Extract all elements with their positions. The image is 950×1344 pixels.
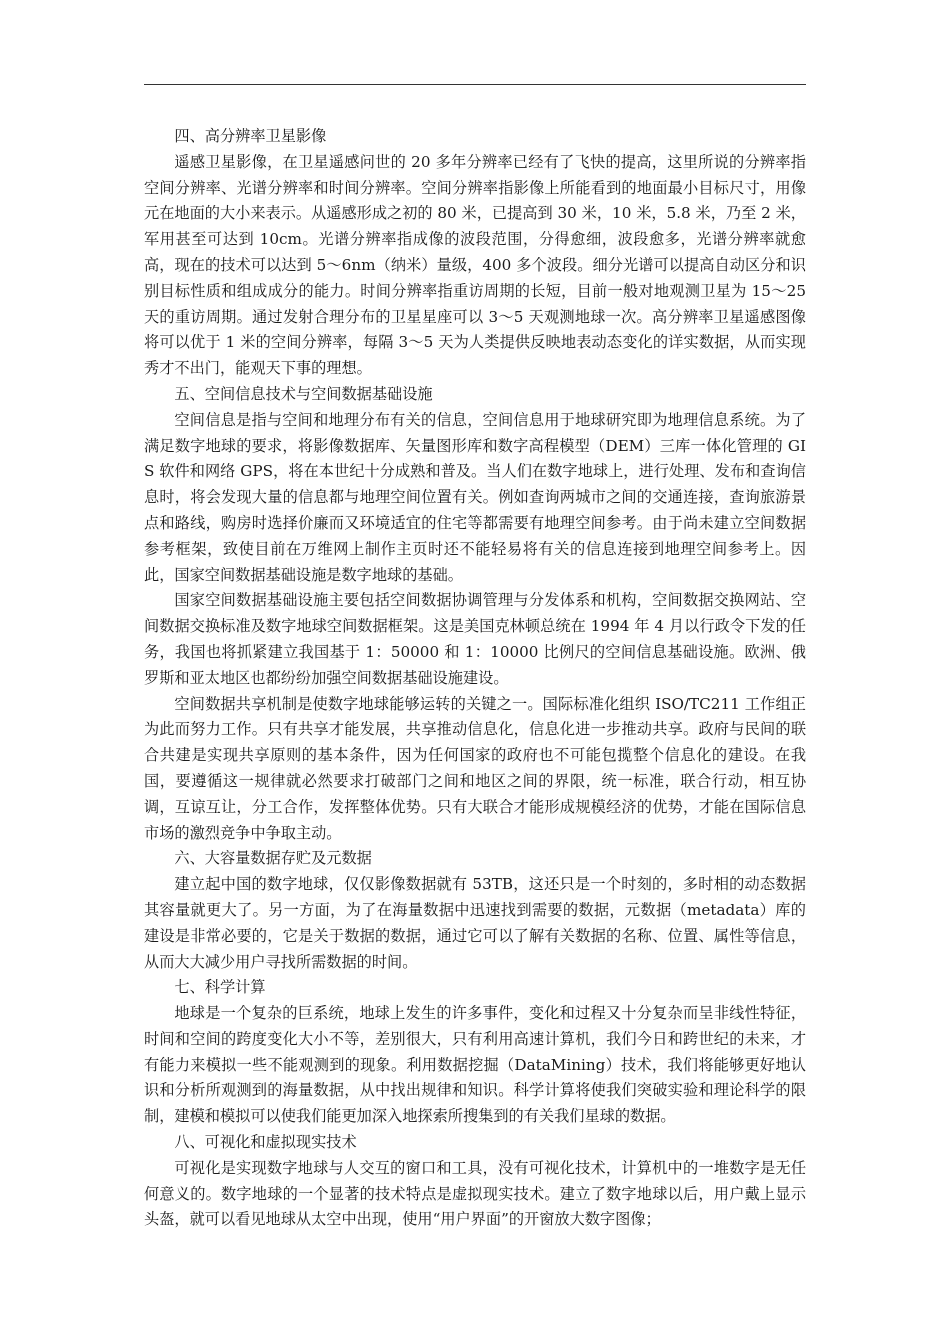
section-heading: 四、高分辨率卫星影像 xyxy=(174,127,327,145)
paragraph: 国家空间数据基础设施主要包括空间数据协调管理与分发体系和机构，空间数据交换网站、空间数据交换标准及数字地球空间数据框架。这是美国克林顿总统在 1994 年 4 月以行政令下发的任务，我国也将抓紧建立我国基于 1：50000 和 1：10000 比例尺的空间信息基础设施。欧洲、俄罗斯和亚太地区也都纷纷加强空间数据基础设施建设。 xyxy=(144,591,806,687)
paragraph: 建立起中国的数字地球，仅仅影像数据就有 53TB，这还只是一个时刻的，多时相的动态数据其容量就更大了。另一方面，为了在海量数据中迅速找到需要的数据，元数据（metadata）库的建设是非常必要的，它是关于数据的数据，通过它可以了解有关数据的名称、位置、属性等信息，从而大大减少用户寻找所需数据的时间。 xyxy=(144,875,806,971)
paragraph: 空间数据共享机制是使数字地球能够运转的关键之一。国际标准化组织 ISO/TC211 工作组正为此而努力工作。只有共享才能发展，共享推动信息化，信息化进一步推动共享。政府与民间的联合共建是实现共享原则的基本条件，因为任何国家的政府也不可能包揽整个信息化的建设。在我国，要遵循这一规律就必然要求打破部门之间和地区之间的界限，统一标准，联合行动，相互协调，互谅互让，分工合作，发挥整体优势。只有大联合才能形成规模经济的优势，才能在国际信息市场的激烈竞争中争取主动。 xyxy=(144,694,806,842)
paragraph: 地球是一个复杂的巨系统，地球上发生的许多事件，变化和过程又十分复杂而呈非线性特征，时间和空间的跨度变化大小不等，差别很大，只有利用高速计算机，我们今日和跨世纪的未来，才有能力来模拟一些不能观测到的现象。利用数据挖掘（DataMining）技术，我们将能够更好地认识和分析所观测到的海量数据，从中找出规律和知识。科学计算将使我们突破实验和理论科学的限制，建模和模拟可以使我们能更加深入地探索所搜集到的有关我们星球的数据。 xyxy=(144,1004,806,1126)
document-body xyxy=(144,124,806,1233)
section-heading: 五、空间信息技术与空间数据基础设施 xyxy=(174,384,433,403)
header-rule xyxy=(144,84,806,85)
paragraph: 可视化是实现数字地球与人交互的窗口和工具，没有可视化技术，计算机中的一堆数字是无任何意义的。数字地球的一个显著的技术特点是虚拟现实技术。建立了数字地球以后，用户戴上显示头盔，就可以看见地球从太空中出现，使用“用户界面”的开窗放大数字图像； xyxy=(144,1158,806,1229)
section-heading: 八、可视化和虚拟现实技术 xyxy=(174,1133,357,1152)
section-heading: 六、大容量数据存贮及元数据 xyxy=(174,849,372,868)
paragraph: 空间信息是指与空间和地理分布有关的信息，空间信息用于地球研究即为地理信息系统。为了满足数字地球的要求，将影像数据库、矢量图形库和数字高程模型（DEM）三库一体化管理的 GIS 软件和网络 GPS，将在本世纪十分成熟和普及。当人们在数字地球上，进行处理、发布和查询信息时，将会发现大量的信息都与地理空间位置有关。例如查询两城市之间的交通连接，查询旅游景点和路线，购房时选择价廉而又环境适宜的住宅等都需要有地理空间参考。由于尚未建立空间数据参考框架，致使目前在万维网上制作主页时还不能轻易将有关的信息连接到地理空间参考上。因此，国家空间数据基础设施是数字地球的基础。 xyxy=(144,410,806,584)
section-heading: 七、科学计算 xyxy=(174,978,266,997)
paragraph: 遥感卫星影像，在卫星遥感问世的 20 多年分辨率已经有了飞快的提高，这里所说的分辨率指空间分辨率、光谱分辨率和时间分辨率。空间分辨率指影像上所能看到的地面最小目标尺寸，用像元在地面的大小来表示。从遥感形成之初的 80 米，已提高到 30 米，10 米，5.8 米，乃至 2 米，军用甚至可达到 10cm。光谱分辨率指成像的波段范围，分得愈细，波段愈多，光谱分辨率就愈高，现在的技术可以达到 5～6nm（纳米）量级，400 多个波段。细分光谱可以提高自动区分和识别目标性质和组成成分的能力。时间分辨率指重访周期的长短，目前一般对地观测卫星为 15～25 天的重访周期。通过发射合理分布的卫星星座可以 3～5 天观测地球一次。高分辨率卫星遥感图像将可以优于 1 米的空间分辨率，每隔 3～5 天为人类提供反映地表动态变化的详实数据，从而实现秀才不出门，能观天下事的理想。 xyxy=(144,152,806,378)
